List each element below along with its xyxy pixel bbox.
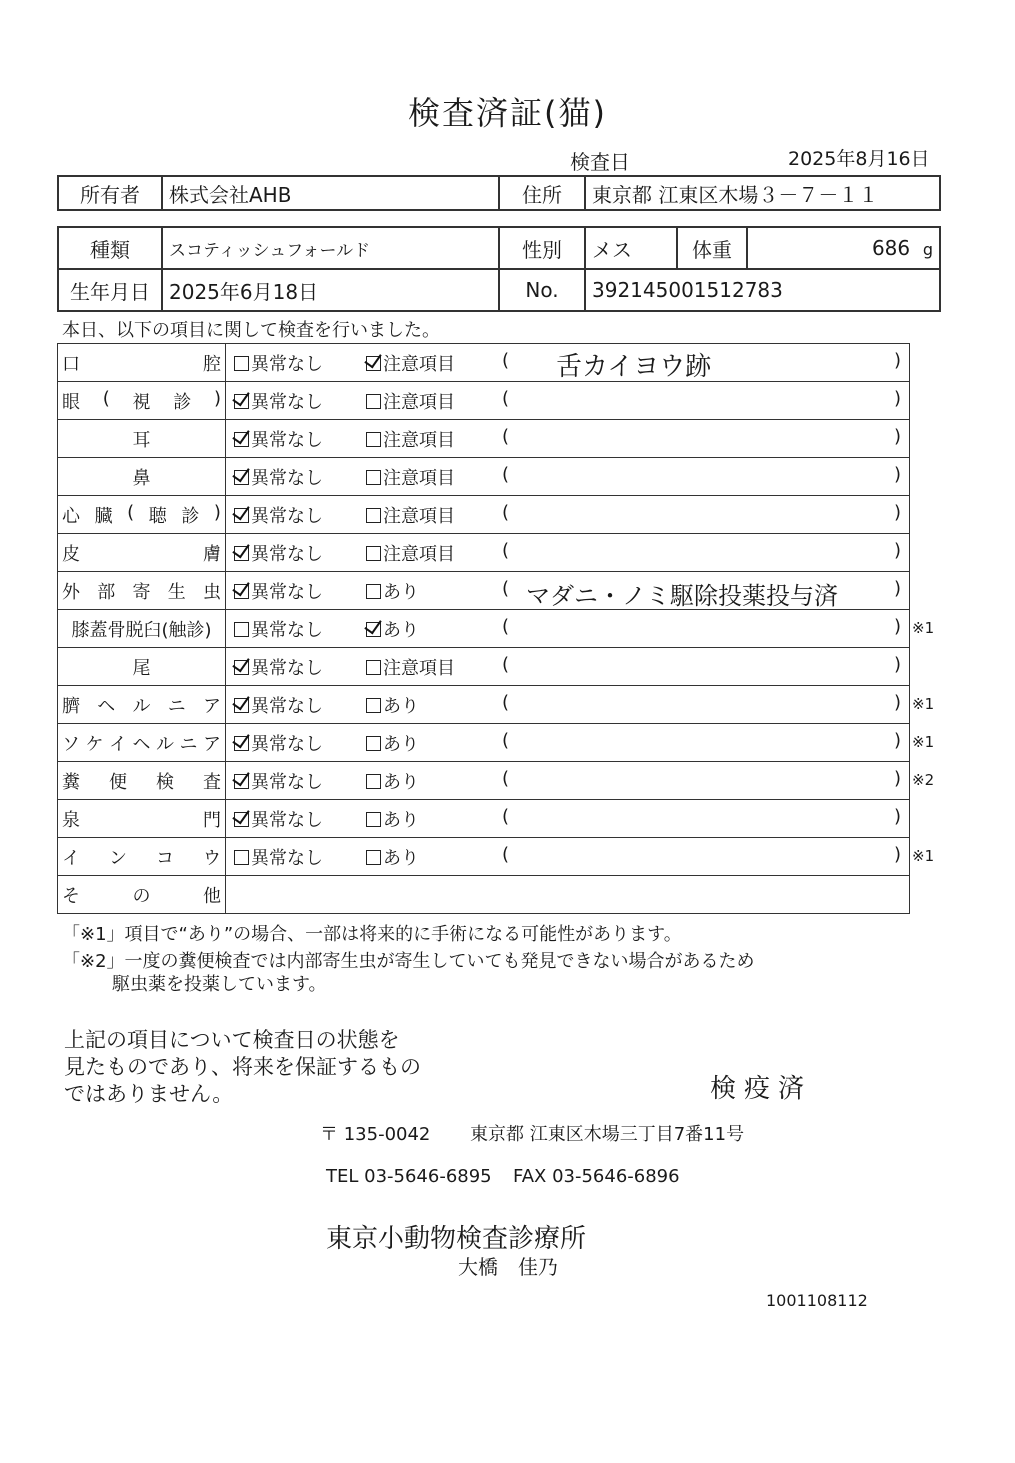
item-name-char: 視: [132, 391, 151, 413]
item-name-char: 耳: [132, 429, 151, 451]
item-result: [226, 344, 910, 382]
item-name-char: ヘ: [132, 733, 151, 755]
no-abnormality-option[interactable]: [234, 540, 323, 566]
no-abnormality-option[interactable]: [234, 578, 323, 604]
paren-open: (: [502, 540, 510, 561]
item-name-char: 寄: [132, 581, 151, 603]
finding-option-label: あり: [383, 620, 419, 641]
finding-option-label: 注意項目: [383, 658, 455, 679]
item-name-char: ア: [203, 733, 221, 755]
no-abnormality-option-label: 異常なし: [251, 734, 323, 755]
no-abnormality-option[interactable]: [234, 806, 323, 832]
paren-close: ): [893, 388, 901, 409]
no-abnormality-option[interactable]: [234, 844, 323, 870]
item-name-char: 門: [203, 809, 221, 831]
clinic-fax: FAX 03-5646-6896: [513, 1166, 680, 1187]
item-name: [58, 344, 226, 382]
no-abnormality-option-label: 異常なし: [251, 772, 323, 793]
clinic-address: 東京都 江東区木場三丁目7番11号: [470, 1124, 745, 1145]
item-name-char: ): [213, 387, 221, 409]
checked-box-icon[interactable]: [234, 584, 249, 599]
item-name: [58, 420, 226, 458]
item-name-char: 臍: [62, 695, 80, 717]
item-result: [226, 610, 910, 648]
checked-box-icon[interactable]: [234, 774, 249, 789]
item-name-char: ル: [156, 733, 174, 755]
item-name-char: 診: [181, 505, 200, 527]
paren-close: ): [893, 768, 901, 789]
no-abnormality-option-label: 異常なし: [251, 582, 323, 603]
paren-close: ): [893, 692, 901, 713]
checkbox-icon[interactable]: [234, 356, 249, 371]
statement-line: ではありません。: [64, 1082, 234, 1106]
finding-option-label: 注意項目: [383, 506, 455, 527]
finding-option[interactable]: [366, 730, 419, 756]
reference-mark: ※2: [912, 771, 935, 789]
no-abnormality-option-label: 異常なし: [251, 430, 323, 451]
finding-option[interactable]: [366, 464, 455, 490]
paren-close: ): [893, 464, 901, 485]
table-row: [58, 762, 910, 800]
no-abnormality-option-label: 異常なし: [251, 392, 323, 413]
item-name-char: ヘ: [97, 695, 116, 717]
item-result: [226, 648, 910, 686]
inspection-table: [57, 343, 910, 914]
item-result: [226, 686, 910, 724]
number-value: 392145001512783: [585, 269, 940, 311]
item-name-char: 糞: [62, 771, 80, 793]
item-name: [58, 572, 226, 610]
item-name-char: ニ: [167, 695, 186, 717]
statement-line: 見たものであり、将来を保証するもの: [64, 1055, 421, 1079]
checkbox-icon[interactable]: [366, 584, 381, 599]
clinic-tel: TEL 03-5646-6895: [326, 1166, 492, 1187]
checked-box-icon[interactable]: [234, 698, 249, 713]
item-note: マダニ・ノミ駆除投薬投与済: [526, 582, 838, 610]
paren-open: (: [502, 578, 510, 599]
finding-option[interactable]: [366, 844, 419, 870]
item-result: [226, 534, 910, 572]
table-row: [58, 572, 910, 610]
item-name-char: 膝蓋骨脱臼(触診): [71, 619, 212, 641]
item-name-char: 虫: [203, 581, 221, 603]
item-name: [58, 724, 226, 762]
no-abnormality-option-label: 異常なし: [251, 506, 323, 527]
checked-box-icon[interactable]: [234, 546, 249, 561]
item-name: [58, 838, 226, 876]
item-name-char: 眼: [62, 391, 80, 413]
checkbox-icon[interactable]: [366, 432, 381, 447]
checked-box-icon[interactable]: [234, 508, 249, 523]
paren-close: ): [893, 350, 901, 371]
no-abnormality-option[interactable]: [234, 768, 323, 794]
birth-label: 生年月日: [58, 269, 162, 311]
item-result: [226, 496, 910, 534]
item-name-char: 尾: [132, 657, 151, 679]
reference-mark: ※1: [912, 733, 935, 751]
checked-box-icon[interactable]: [234, 394, 249, 409]
item-name-char: ): [213, 501, 221, 523]
sex-value: メス: [585, 227, 677, 269]
sex-label: 性別: [499, 227, 585, 269]
owner-table: [57, 175, 941, 211]
address-value: 東京都 江東区木場３－７－１１: [585, 176, 940, 210]
address-label: 住所: [499, 176, 585, 210]
table-row: [58, 838, 910, 876]
clinic-name: 東京小動物検査診療所: [326, 1224, 587, 1254]
birth-value: 2025年6月18日: [162, 269, 499, 311]
no-abnormality-option[interactable]: [234, 426, 323, 452]
checkbox-icon[interactable]: [366, 850, 381, 865]
table-row: [58, 382, 910, 420]
no-abnormality-option[interactable]: [234, 502, 323, 528]
paren-close: ): [893, 502, 901, 523]
table-row: [58, 458, 910, 496]
no-abnormality-option-label: 異常なし: [251, 468, 323, 489]
item-result: [226, 838, 910, 876]
item-name-char: ソ: [62, 733, 80, 755]
finding-option[interactable]: [366, 654, 455, 680]
item-result: [226, 382, 910, 420]
checkbox-icon[interactable]: [366, 660, 381, 675]
checked-box-icon[interactable]: [366, 622, 381, 637]
item-note: 舌カイヨウ跡: [556, 352, 712, 382]
item-name: [58, 686, 226, 724]
checkbox-icon[interactable]: [366, 698, 381, 713]
item-name-char: 腔: [203, 353, 221, 375]
postal-code: 〒 135-0042: [320, 1124, 431, 1145]
inspection-date-value: 2025年8月16日: [788, 148, 930, 170]
paren-close: ): [893, 806, 901, 827]
finding-option[interactable]: [366, 426, 455, 452]
checkbox-icon[interactable]: [366, 508, 381, 523]
footnote-2: 「※2」一度の糞便検査では内部寄生虫が寄生していても発見できない場合があるため: [62, 951, 755, 972]
checked-box-icon[interactable]: [234, 432, 249, 447]
table-row: [58, 724, 910, 762]
weight-label: 体重: [677, 227, 747, 269]
item-name-char: ア: [203, 695, 221, 717]
paren-open: (: [502, 730, 510, 751]
veterinarian-name: 大橋 佳乃: [458, 1255, 558, 1279]
finding-option-label: 注意項目: [383, 430, 455, 451]
finding-option[interactable]: [366, 388, 455, 414]
paren-open: (: [502, 350, 510, 371]
item-result: [226, 572, 910, 610]
finding-option-label: あり: [383, 696, 419, 717]
no-abnormality-option-label: 異常なし: [251, 620, 323, 641]
finding-option-label: 注意項目: [383, 544, 455, 565]
paren-open: (: [502, 844, 510, 865]
finding-option-label: あり: [383, 772, 419, 793]
no-abnormality-option-label: 異常なし: [251, 848, 323, 869]
weight-cell: [747, 227, 940, 269]
paren-close: ): [893, 844, 901, 865]
item-name-char: 臓: [94, 505, 113, 527]
checkbox-icon[interactable]: [366, 470, 381, 485]
item-name-char: の: [132, 885, 151, 907]
finding-option[interactable]: [366, 692, 419, 718]
item-name-char: 診: [173, 391, 192, 413]
checkbox-icon[interactable]: [234, 622, 249, 637]
item-name: [58, 648, 226, 686]
page-title: 検査済証(猫): [408, 94, 607, 132]
finding-option[interactable]: [366, 616, 419, 642]
item-name-char: イ: [109, 733, 127, 755]
owner-label: 所有者: [58, 176, 162, 210]
item-name-char: 査: [203, 771, 221, 793]
checkbox-icon[interactable]: [366, 546, 381, 561]
breed-label: 種類: [58, 227, 162, 269]
paren-open: (: [502, 388, 510, 409]
item-name-char: (: [127, 501, 135, 523]
no-abnormality-option-label: 異常なし: [251, 544, 323, 565]
weight-unit: g: [922, 240, 933, 259]
paren-open: (: [502, 502, 510, 523]
quarantine-stamp: 検疫済: [710, 1074, 813, 1104]
item-name-char: イ: [62, 847, 80, 869]
item-name-char: コ: [156, 847, 174, 869]
animal-table: [57, 226, 941, 312]
checkbox-icon[interactable]: [366, 736, 381, 751]
table-row: [58, 648, 910, 686]
finding-option[interactable]: [366, 578, 419, 604]
item-name-char: 生: [167, 581, 186, 603]
table-row: [58, 496, 910, 534]
finding-option-label: 注意項目: [383, 354, 455, 375]
reference-mark: ※1: [912, 619, 935, 637]
paren-close: ): [893, 730, 901, 751]
table-row: [58, 686, 910, 724]
item-name-char: ン: [109, 847, 127, 869]
finding-option[interactable]: [366, 502, 455, 528]
item-name-char: 膚: [203, 543, 221, 565]
reference-mark: ※1: [912, 847, 935, 865]
no-abnormality-option[interactable]: [234, 388, 323, 414]
item-name-char: (: [102, 387, 110, 409]
checked-box-icon[interactable]: [234, 736, 249, 751]
intro-text: 本日、以下の項目に関して検査を行いました。: [62, 320, 440, 341]
paren-open: (: [502, 692, 510, 713]
paren-close: ): [893, 578, 901, 599]
item-name-char: 口: [62, 353, 80, 375]
item-name: [58, 762, 226, 800]
item-name: [58, 876, 226, 914]
paren-open: (: [502, 768, 510, 789]
statement-line: 上記の項目について検査日の状態を: [64, 1028, 400, 1052]
other-result: [226, 876, 910, 914]
owner-value: 株式会社AHB: [162, 176, 499, 210]
paren-close: ): [893, 616, 901, 637]
finding-option-label: 注意項目: [383, 468, 455, 489]
finding-option-label: あり: [383, 734, 419, 755]
item-name-char: 泉: [62, 809, 80, 831]
item-name: [58, 534, 226, 572]
item-result: [226, 420, 910, 458]
checked-box-icon[interactable]: [366, 356, 381, 371]
no-abnormality-option-label: 異常なし: [251, 810, 323, 831]
no-abnormality-option-label: 異常なし: [251, 658, 323, 679]
table-row: [58, 610, 910, 648]
footnote-1: 「※1」項目で“あり”の場合、一部は将来的に手術になる可能性があります。: [62, 924, 682, 945]
paren-open: (: [502, 654, 510, 675]
checkbox-icon[interactable]: [234, 850, 249, 865]
item-name: [58, 800, 226, 838]
item-name-char: 心: [62, 505, 80, 527]
item-result: [226, 800, 910, 838]
finding-option-label: あり: [383, 582, 419, 603]
item-name: [58, 458, 226, 496]
table-row: [58, 420, 910, 458]
paren-open: (: [502, 426, 510, 447]
item-name-char: ケ: [85, 733, 104, 755]
item-name-char: ウ: [203, 847, 221, 869]
no-abnormality-option[interactable]: [234, 350, 323, 376]
finding-option[interactable]: [366, 540, 455, 566]
reference-mark: ※1: [912, 695, 935, 713]
no-abnormality-option-label: 異常なし: [251, 696, 323, 717]
table-row: [58, 344, 910, 382]
finding-option-label: あり: [383, 848, 419, 869]
paren-close: ): [893, 540, 901, 561]
statement: [64, 1027, 421, 1108]
breed-value: スコティッシュフォールド: [162, 227, 499, 269]
document-number: 1001108112: [766, 1291, 868, 1310]
item-name-char: 検: [156, 771, 174, 793]
table-row: [58, 534, 910, 572]
footnote-3: 駆虫薬を投薬しています。: [112, 974, 327, 995]
inspection-date-label: 検査日: [570, 150, 630, 174]
checkbox-icon[interactable]: [366, 774, 381, 789]
item-name-char: そ: [62, 885, 80, 907]
no-abnormality-option[interactable]: [234, 730, 323, 756]
item-name: [58, 382, 226, 420]
no-abnormality-option[interactable]: [234, 464, 323, 490]
item-result: [226, 724, 910, 762]
finding-option[interactable]: [366, 350, 455, 376]
item-name-char: 便: [109, 771, 127, 793]
finding-option-label: 注意項目: [383, 392, 455, 413]
item-name-char: 鼻: [132, 467, 151, 489]
checked-box-icon[interactable]: [234, 660, 249, 675]
item-name: [58, 610, 226, 648]
paren-close: ): [893, 654, 901, 675]
no-abnormality-option[interactable]: [234, 616, 323, 642]
weight-value: 686: [871, 236, 911, 260]
item-name-char: 部: [97, 581, 116, 603]
no-abnormality-option[interactable]: [234, 654, 323, 680]
paren-open: (: [502, 464, 510, 485]
checked-box-icon[interactable]: [234, 812, 249, 827]
item-name-char: 皮: [62, 543, 80, 565]
item-result: [226, 762, 910, 800]
finding-option[interactable]: [366, 768, 419, 794]
item-name: [58, 496, 226, 534]
item-name-char: 聴: [148, 505, 167, 527]
no-abnormality-option-label: 異常なし: [251, 354, 323, 375]
finding-option-label: あり: [383, 810, 419, 831]
number-label: No.: [499, 269, 585, 311]
item-name-char: 他: [203, 885, 221, 907]
item-name-char: 外: [62, 581, 80, 603]
checkbox-icon[interactable]: [366, 394, 381, 409]
paren-close: ): [893, 426, 901, 447]
finding-option[interactable]: [366, 806, 419, 832]
paren-open: (: [502, 616, 510, 637]
item-result: [226, 458, 910, 496]
paren-open: (: [502, 806, 510, 827]
no-abnormality-option[interactable]: [234, 692, 323, 718]
item-name-char: ル: [132, 695, 151, 717]
checked-box-icon[interactable]: [234, 470, 249, 485]
table-row-other: [58, 876, 910, 914]
table-row: [58, 800, 910, 838]
checkbox-icon[interactable]: [366, 812, 381, 827]
item-name-char: ニ: [179, 733, 198, 755]
